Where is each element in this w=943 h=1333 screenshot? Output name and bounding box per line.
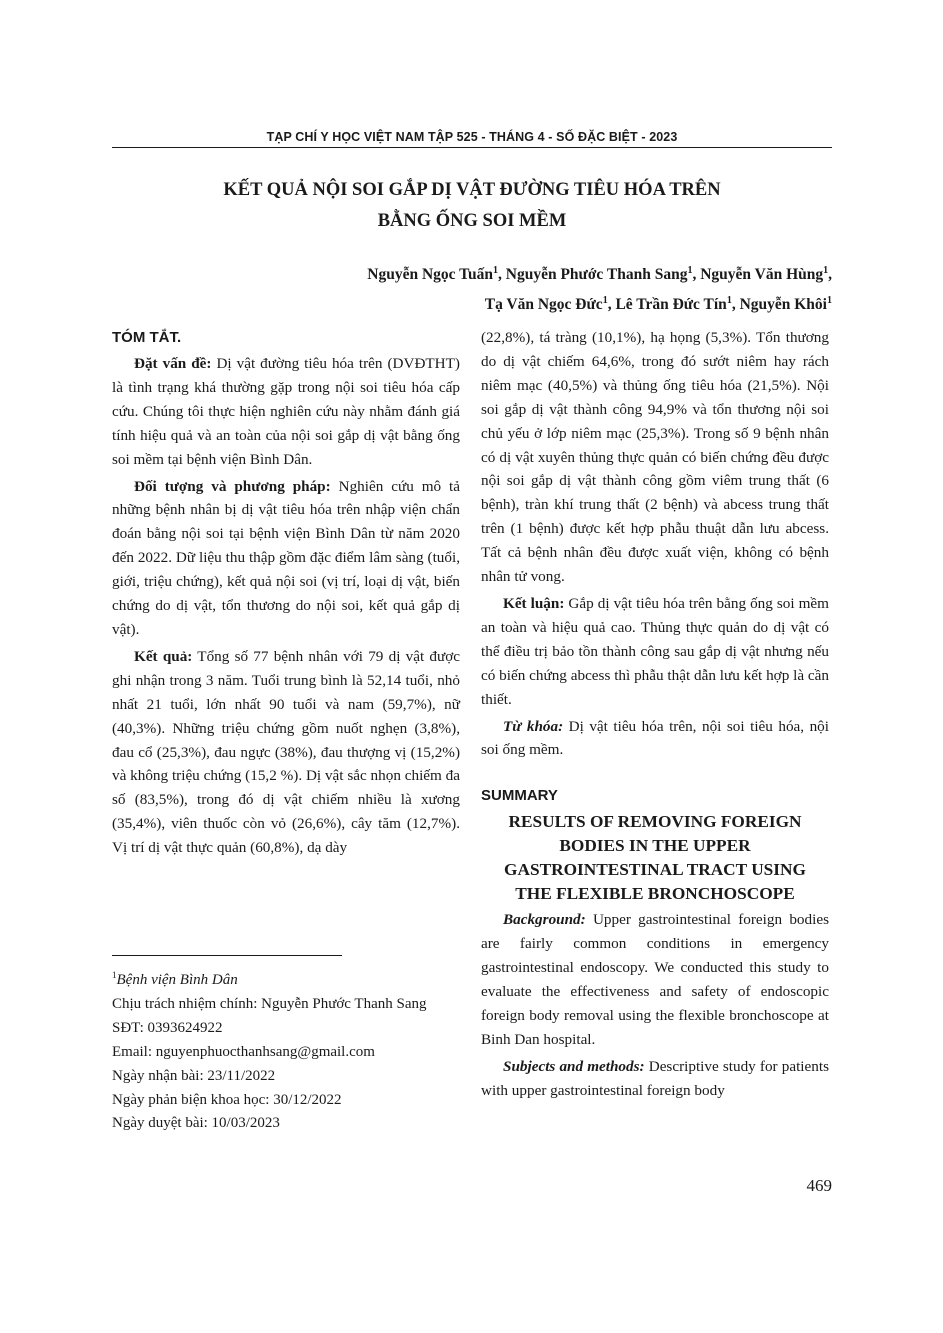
- footnote-divider: [112, 955, 342, 956]
- author-name: Nguyễn Khôi: [739, 296, 827, 314]
- english-title-line: RESULTS OF REMOVING FOREIGN: [508, 812, 802, 832]
- journal-running-header: TẠP CHÍ Y HỌC VIỆT NAM TẬP 525 - THÁNG 4 - SỐ ĐẶC BIỆT - 2023: [266, 130, 678, 144]
- methods-text: Nghiên cứu mô tả những bệnh nhân bị dị vật tiêu hóa trên nhập viện chẩn đoán bằng nội soi tại bệnh viện Bình Dân từ năm 2020 đến 2022. Dữ liệu thu thập gồm đặc điểm lâm sàng (tuổi, giới, triệu chứng), kết quả nội soi (vị trí, loại dị vật, biến chứng do dị vật, tổn thương do nội soi, kết quả gắp dị vật).: [112, 477, 460, 638]
- author-separator: ,: [607, 296, 616, 314]
- author-name: Nguyễn Văn Hùng: [700, 266, 824, 284]
- abstract-conclusion: [481, 592, 829, 712]
- footnotes: [112, 964, 460, 1136]
- abstract-methods: [112, 475, 460, 642]
- english-title-line: THE FLEXIBLE BRONCHOSCOPE: [515, 884, 795, 904]
- background-label: Đặt vấn đề:: [134, 355, 212, 372]
- author-separator: ,: [731, 296, 740, 314]
- background-text: Dị vật đường tiêu hóa trên (DVĐTHT) là tình trạng khá thường gặp trong nội soi tiêu hóa cấp cứu. Chúng tôi thực hiện nghiên cứu này nhằm đánh giá tính hiệu quả và an toàn của nội soi gắp dị vật bằng ống soi mềm tại bệnh viện Bình Dân.: [112, 355, 460, 468]
- author-affiliation-mark: 1: [726, 295, 732, 307]
- author-affiliation-mark: 1: [493, 265, 499, 276]
- english-title-line: GASTROINTESTINAL TRACT USING: [504, 860, 806, 880]
- english-methods: [481, 1055, 829, 1103]
- affiliation-mark: 1: [112, 970, 117, 980]
- author-affiliation-mark: 1: [827, 295, 832, 307]
- phone-number: SĐT: 0393624922: [112, 1019, 223, 1036]
- results-label: Kết quả:: [134, 647, 193, 665]
- keywords-label: Từ khóa:: [503, 717, 564, 735]
- english-background: [481, 908, 829, 1051]
- author-affiliation-mark: 1: [687, 265, 693, 276]
- author-line-1: [300, 258, 832, 288]
- keywords-text: Dị vật tiêu hóa trên, nội soi tiêu hóa, nội soi ống mềm.: [481, 717, 829, 759]
- author-name: Lê Trần Đức Tín: [615, 296, 727, 314]
- abstract-keywords: [481, 715, 829, 763]
- author-affiliation-mark: 1: [823, 265, 829, 276]
- author-line-2: [300, 288, 832, 318]
- author-name: Tạ Văn Ngọc Đức: [484, 296, 603, 314]
- accepted-date: Ngày duyệt bài: 10/03/2023: [112, 1115, 280, 1132]
- english-title: [481, 810, 829, 906]
- en-methods-text: Descriptive study for patients with upper gastrointestinal foreign body: [481, 1057, 829, 1099]
- conclusion-text: Gắp dị vật tiêu hóa trên bằng ống soi mềm an toàn và hiệu quả cao. Thủng thực quản do dị vật có thể điều trị bảo tồn thành công sau gắp dị vật nhưng nếu có biến chứng abcess thì phẫu thật dẫn lưu kết hợp là cần thiết.: [481, 594, 829, 708]
- affiliation-name: Bệnh viện Bình Dân: [116, 972, 238, 988]
- summary-en-heading: SUMMARY: [481, 787, 558, 805]
- left-column: [112, 326, 460, 860]
- responsible-author: Chịu trách nhiệm chính: Nguyễn Phước Thanh Sang: [112, 995, 427, 1012]
- methods-label: Đối tượng và phương pháp:: [134, 477, 331, 495]
- results-text: Tổng số 77 bệnh nhân với 79 dị vật được ghi nhận trong 3 năm. Tuổi trung bình là 52,14 tuổi, nhỏ nhất 21 tuổi, lớn nhất 90 tuổi và nam (59,7%), nữ (40,3%). Những triệu chứng gồm nuốt nghẹn (3,8%), đau cổ (25,3%), đau ngực (38%), đau thượng vị (15,2%) và không triệu chứng (15,2 %). Dị vật sắc nhọn chiếm đa số (83,5%), trong đó dị vật chiếm nhiều là xương (35,4%), viên thuốc còn vỏ (26,6%), cây tăm (12,7%). Vị trí dị vật thực quản (60,8%), dạ dày: [112, 647, 460, 857]
- abstract-results-continued: (22,8%), tá tràng (10,1%), hạ họng (5,3%). Tổn thương do dị vật chiếm 64,6%, trong đó sướt niêm hay rách niêm mạc (40,5%) và thủng ống tiêu hóa (21,5%). Nội soi gắp dị vật thành công 94,9% và tổn thương nội soi chủ yếu ở lớp niêm mạc (25,3%). Trong số 9 bệnh nhân có dị vật xuyên thủng thực quản có biến chứng đều được nội soi gắp dị vật thành công gồm viêm trung thất (6 bệnh), tràn khí trung thất (2 bệnh) và abcess trung thất trên (1 bệnh) được kết hợp phẫu thuật dẫn lưu abcess. Tất cả bệnh nhân đều được xuất viện, không có bệnh nhân tử vong.: [481, 329, 829, 586]
- author-separator: ,: [692, 266, 701, 284]
- author-name: Nguyễn Ngọc Tuấn: [367, 266, 494, 284]
- author-name: Nguyễn Phước Thanh Sang: [505, 266, 688, 284]
- page-number: 469: [806, 1176, 832, 1195]
- author-separator: ,: [498, 266, 506, 284]
- article-title: [112, 175, 832, 237]
- en-background-text: Upper gastrointestinal foreign bodies are fairly common conditions in emergency gastrointestinal endoscopy. We conducted this study to evaluate the effectiveness and safety of endoscopic foreign body removal using the flexible bronchoscope at Binh Dan hospital.: [481, 911, 829, 1048]
- abstract-results: [112, 645, 460, 860]
- review-date: Ngày phản biện khoa học: 30/12/2022: [112, 1091, 342, 1108]
- title-line-2: BẰNG ỐNG SOI MỀM: [377, 211, 567, 231]
- header-divider: [112, 147, 832, 148]
- affiliation-note: [112, 964, 460, 993]
- author-separator: ,: [828, 266, 832, 284]
- received-date: Ngày nhận bài: 23/11/2022: [112, 1067, 276, 1084]
- abstract-background: [112, 352, 460, 472]
- en-methods-label: Subjects and methods:: [503, 1057, 645, 1075]
- author-list: [300, 258, 832, 318]
- summary-vi-heading: TÓM TẮT.: [112, 329, 182, 346]
- author-affiliation-mark: 1: [602, 295, 608, 307]
- email-address: Email: nguyenphuocthanhsang@gmail.com: [112, 1043, 375, 1060]
- en-background-label: Background:: [503, 911, 586, 929]
- title-line-1: KẾT QUẢ NỘI SOI GẮP DỊ VẬT ĐƯỜNG TIÊU HÓA TRÊN: [223, 180, 721, 200]
- english-title-line: BODIES IN THE UPPER: [559, 836, 751, 856]
- conclusion-label: Kết luận:: [503, 594, 565, 612]
- right-column: [481, 326, 829, 1103]
